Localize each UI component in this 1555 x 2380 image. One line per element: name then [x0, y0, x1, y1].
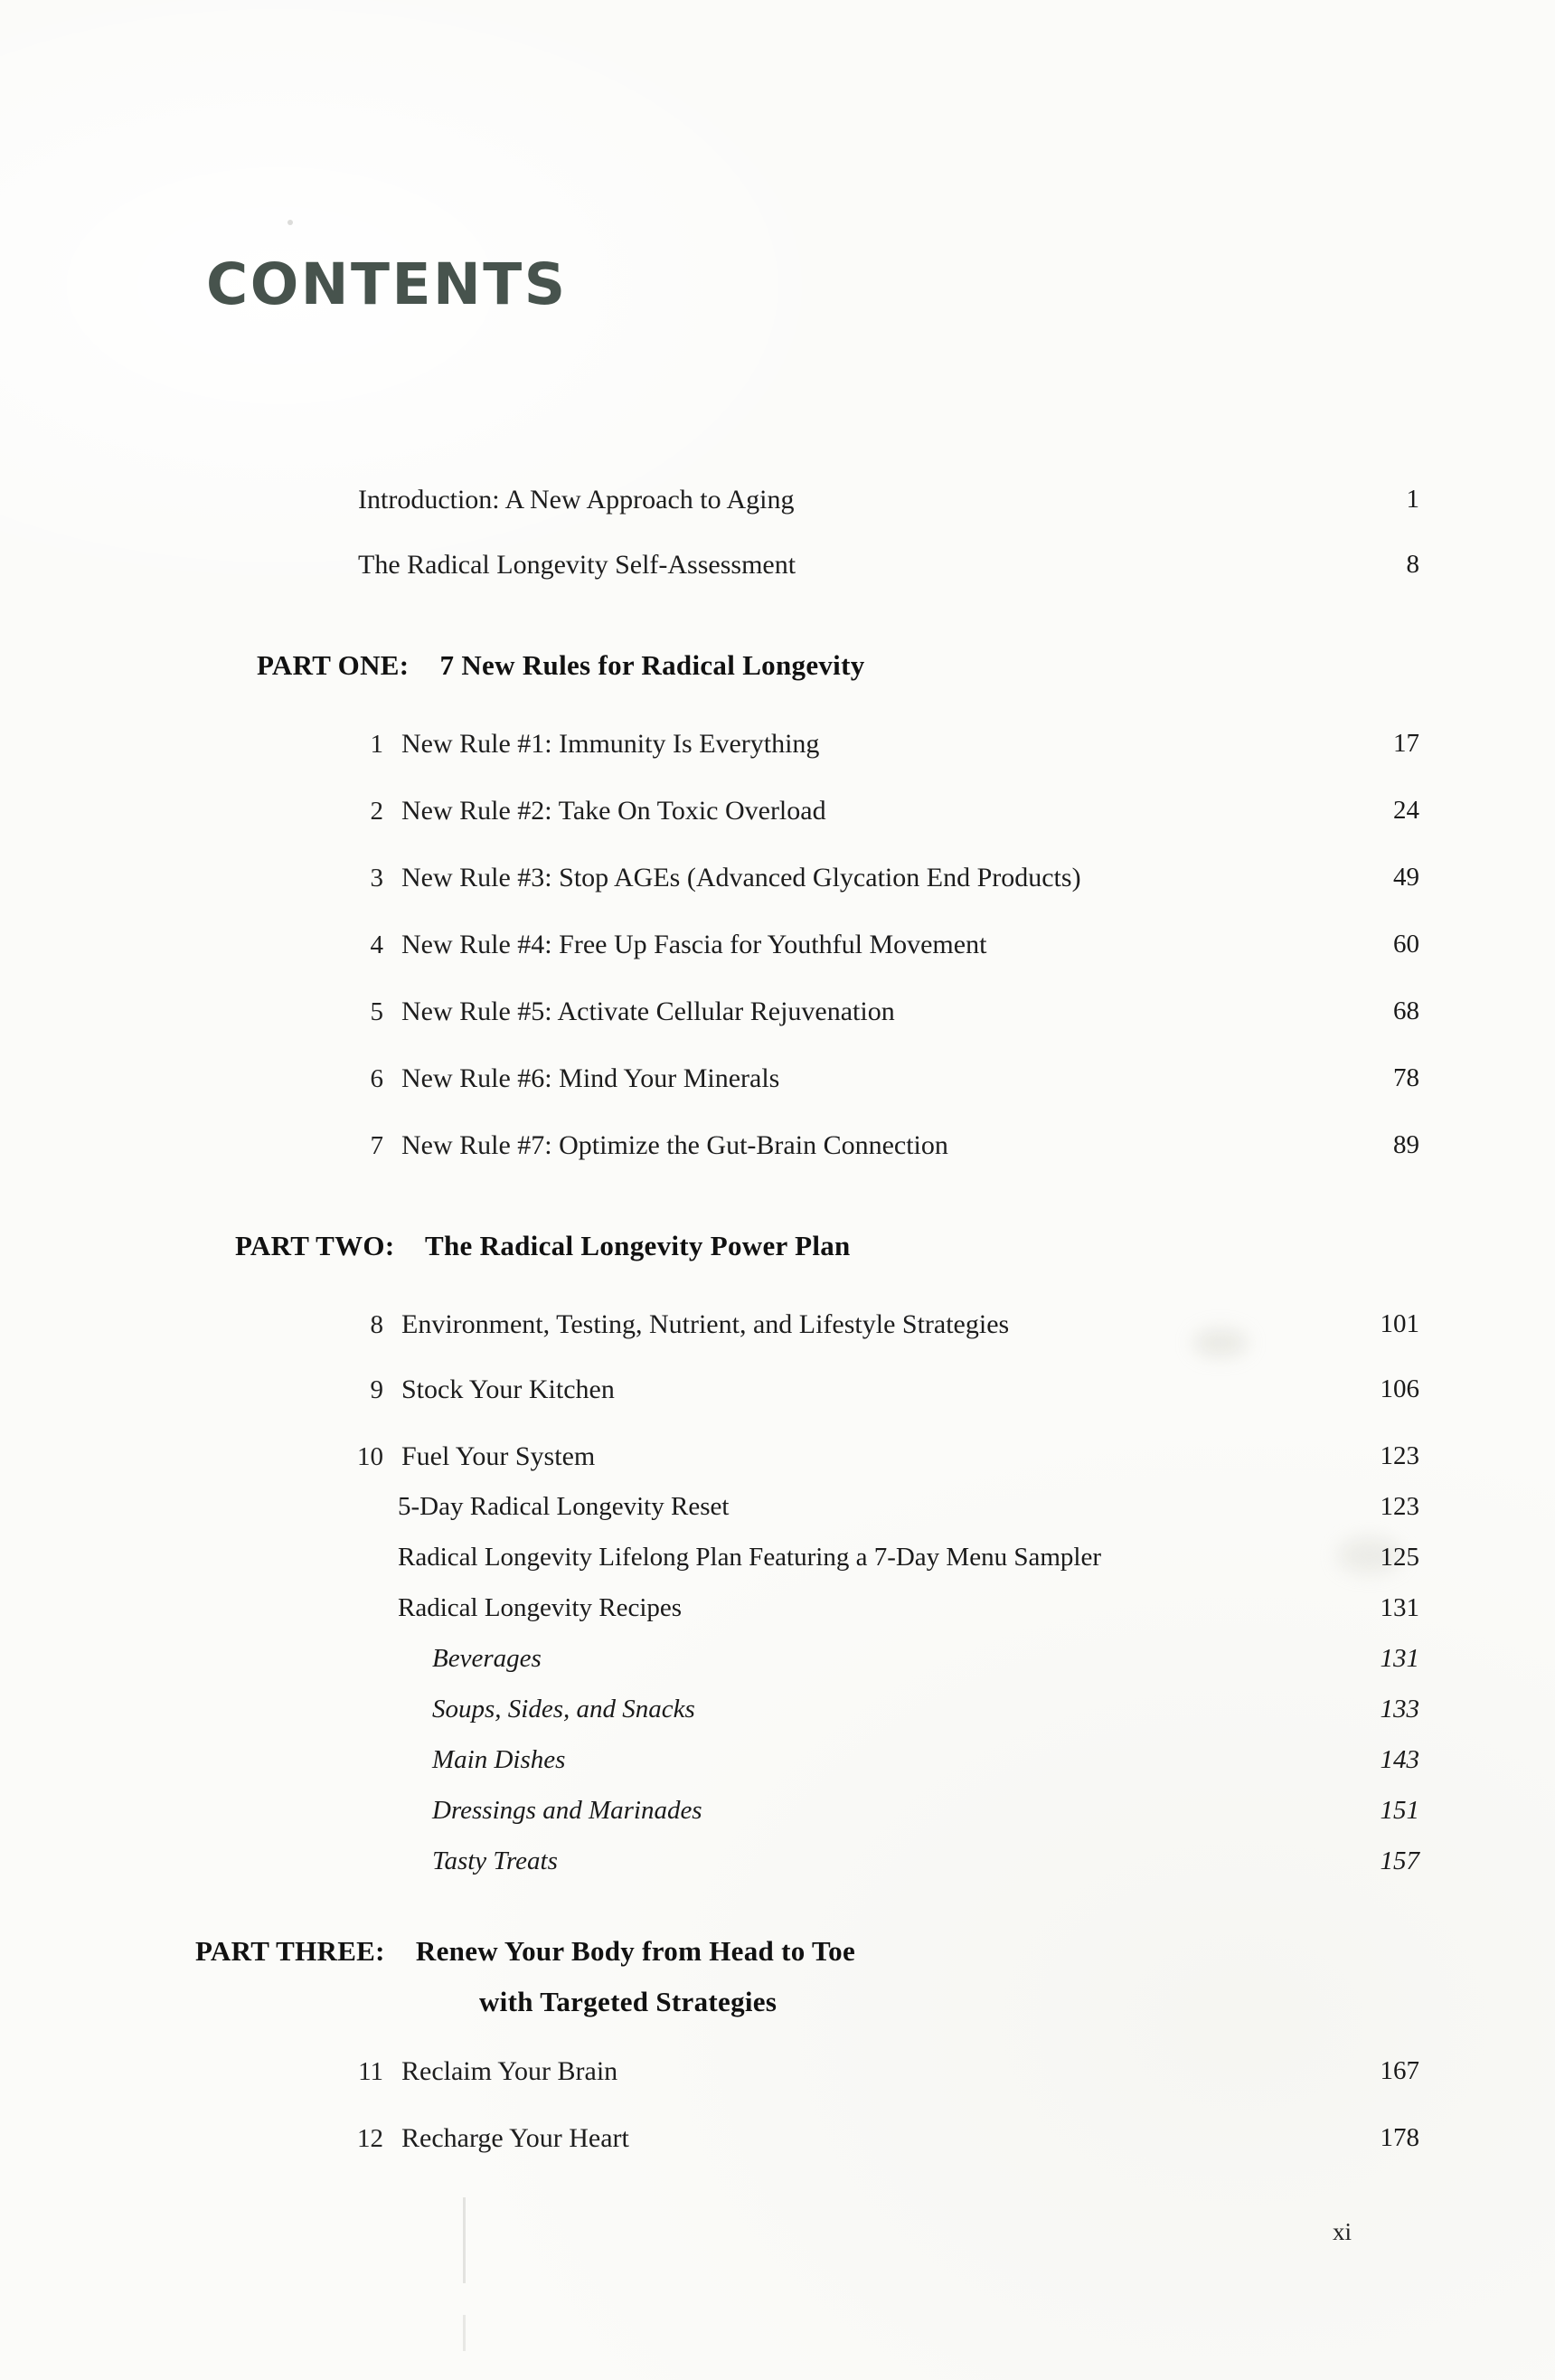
toc-subentry-page: 131: [1380, 1593, 1419, 1622]
toc-subentry-soups-sides-snacks[interactable]: Soups, Sides, and Snacks: [432, 1695, 695, 1724]
toc-chapter-6[interactable]: [342, 1063, 779, 1094]
toc-subentry-page: 157: [1380, 1846, 1419, 1875]
toc-subentry-dressings-marinades[interactable]: Dressings and Marinades: [432, 1796, 702, 1825]
toc-chapter-4[interactable]: [342, 930, 986, 960]
chapter-label: New Rule #4: Free Up Fascia for Youthful Movement: [401, 930, 987, 959]
chapter-page: 60: [1393, 930, 1419, 959]
chapter-label: New Rule #7: Optimize the Gut-Brain Connection: [401, 1130, 948, 1160]
chapter-page: 167: [1380, 2056, 1419, 2085]
chapter-number: 6: [370, 1064, 383, 1093]
part-label: PART TWO:: [235, 1230, 395, 1261]
toc-subentry-page: 143: [1380, 1745, 1419, 1774]
chapter-page: 17: [1393, 729, 1419, 758]
toc-subentry-page: 133: [1380, 1695, 1419, 1724]
chapter-number: 12: [357, 2124, 383, 2153]
part-title: 7 New Rules for Radical Longevity: [439, 649, 865, 681]
toc-chapter-8[interactable]: [342, 1309, 1009, 1340]
chapter-number: 11: [358, 2057, 383, 2086]
toc-subentry-lifelong-plan[interactable]: Radical Longevity Lifelong Plan Featuring a 7-Day Menu Sampler: [398, 1543, 1101, 1572]
chapter-number: 8: [370, 1310, 383, 1339]
part-heading-three: [195, 1935, 855, 1968]
toc-subentry-tasty-treats[interactable]: Tasty Treats: [432, 1846, 558, 1875]
chapter-number: 4: [370, 930, 383, 959]
chapter-label: New Rule #1: Immunity Is Everything: [401, 729, 820, 759]
chapter-label: New Rule #5: Activate Cellular Rejuvenation: [401, 996, 895, 1026]
chapter-label: Environment, Testing, Nutrient, and Lifestyle Strategies: [401, 1309, 1010, 1339]
chapter-page: 123: [1380, 1441, 1419, 1470]
chapter-label: Reclaim Your Brain: [401, 2056, 618, 2086]
chapter-page: 24: [1393, 796, 1419, 825]
toc-chapter-2[interactable]: [342, 796, 826, 826]
toc-subentry-reset[interactable]: 5-Day Radical Longevity Reset: [398, 1492, 730, 1521]
part-heading-one: [257, 649, 865, 682]
chapter-label: New Rule #2: Take On Toxic Overload: [401, 796, 826, 826]
chapter-label: Stock Your Kitchen: [401, 1374, 615, 1404]
part-title: The Radical Longevity Power Plan: [425, 1230, 851, 1261]
chapter-page: 101: [1380, 1309, 1419, 1338]
page-title: CONTENTS: [206, 251, 568, 317]
toc-chapter-12[interactable]: [324, 2123, 629, 2154]
toc-subentry-page: 151: [1380, 1796, 1419, 1825]
page-folio: xi: [1332, 2218, 1352, 2245]
chapter-number: 9: [370, 1375, 383, 1404]
toc-chapter-5[interactable]: [342, 996, 895, 1027]
chapter-page: 89: [1393, 1130, 1419, 1159]
chapter-number: 3: [370, 864, 383, 892]
chapter-page: 106: [1380, 1374, 1419, 1403]
toc-entry-introduction[interactable]: [358, 485, 794, 515]
chapter-number: 7: [370, 1131, 383, 1160]
part-label: PART THREE:: [195, 1935, 385, 1967]
chapter-label: Recharge Your Heart: [401, 2123, 629, 2153]
toc-subentry-page: 123: [1380, 1492, 1419, 1521]
chapter-page: 78: [1393, 1063, 1419, 1092]
toc-entry-label: The Radical Longevity Self-Assessment: [358, 550, 796, 580]
toc-subentry-main-dishes[interactable]: Main Dishes: [432, 1745, 566, 1774]
toc-subentry-recipes[interactable]: Radical Longevity Recipes: [398, 1593, 683, 1622]
toc-chapter-3[interactable]: [342, 863, 1081, 893]
toc-chapter-1[interactable]: [342, 729, 819, 760]
part-heading-three-line2: with Targeted Strategies: [479, 1986, 778, 2017]
toc-chapter-11[interactable]: [324, 2056, 617, 2087]
toc-chapter-10[interactable]: [324, 1441, 595, 1472]
toc-chapter-7[interactable]: [342, 1130, 948, 1161]
chapter-number: 1: [370, 730, 383, 759]
chapter-page: 178: [1380, 2123, 1419, 2152]
chapter-label: Fuel Your System: [401, 1441, 596, 1471]
toc-subentry-beverages[interactable]: Beverages: [432, 1644, 542, 1673]
chapter-label: New Rule #6: Mind Your Minerals: [401, 1063, 780, 1093]
toc-entry-page: 1: [1406, 485, 1419, 514]
toc-entry-self-assessment[interactable]: [358, 550, 796, 581]
toc-chapter-9[interactable]: [342, 1374, 615, 1405]
toc-subentry-page: 131: [1380, 1644, 1419, 1673]
chapter-label: New Rule #3: Stop AGEs (Advanced Glycation End Products): [401, 863, 1081, 892]
toc-entry-label: Introduction: A New Approach to Aging: [358, 485, 795, 515]
chapter-page: 49: [1393, 863, 1419, 892]
chapter-number: 2: [370, 797, 383, 826]
chapter-page: 68: [1393, 996, 1419, 1025]
part-heading-two: [235, 1230, 851, 1262]
toc-entry-page: 8: [1406, 550, 1419, 579]
chapter-number: 5: [370, 997, 383, 1026]
toc-subentry-page: 125: [1380, 1543, 1419, 1572]
chapter-number: 10: [357, 1442, 383, 1471]
part-label: PART ONE:: [257, 649, 410, 681]
part-title: Renew Your Body from Head to Toe: [415, 1935, 856, 1967]
